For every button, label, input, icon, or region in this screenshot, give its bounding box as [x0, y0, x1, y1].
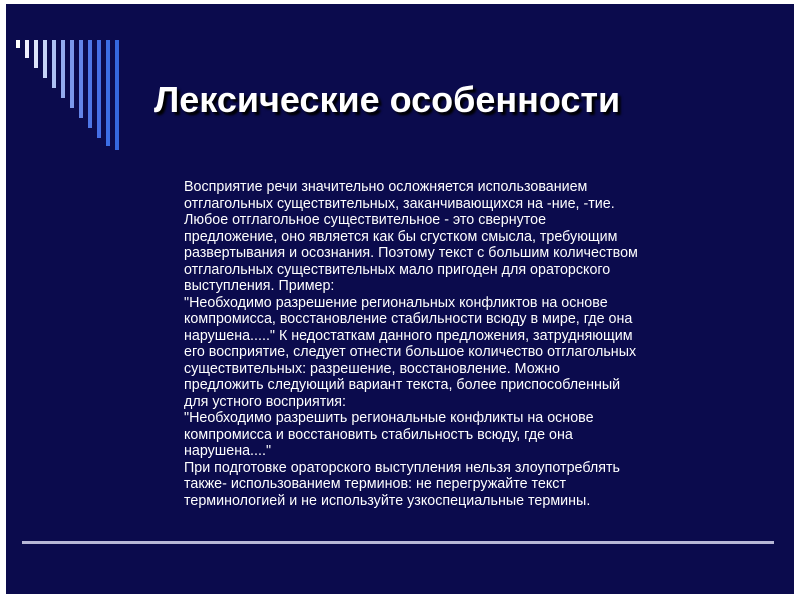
decorative-bar: [79, 40, 83, 118]
decorative-bar: [52, 40, 56, 88]
decorative-bar: [70, 40, 74, 108]
body-line: При подготовке ораторского выступления нельзя злоупотреблять: [184, 459, 620, 476]
slide-title: Лексические особенности: [154, 79, 621, 120]
body-line: терминологией и не используйте узкоспециальные термины.: [184, 492, 591, 509]
body-line: "Необходимо разрешение региональных конфликтов на основе: [184, 294, 608, 311]
body-line: существительных: разрешение, восстановление. Можно: [184, 360, 560, 377]
decorative-bar: [61, 40, 65, 98]
body-line: компромисса, восстановление стабильности всюду в мире, где она: [184, 311, 633, 327]
body-line: предложить следующий вариант текста, более приспособленный: [184, 377, 621, 393]
body-line: предложение, оно является как бы сгустком смысла, требующим: [184, 228, 618, 245]
body-line: Любое отглагольное существительное - это свернутое: [184, 212, 547, 228]
body-line: его восприятие, следует отнести большое количество отглагольных: [184, 344, 637, 360]
body-line: для устного восприятия:: [184, 393, 346, 410]
body-line: отглагольных существительных мало пригоден для ораторского: [184, 261, 611, 278]
decorative-bar: [34, 40, 38, 68]
body-line: выступления. Пример:: [184, 278, 335, 294]
body-line: нарушена....": [184, 443, 272, 459]
decorative-bar: [115, 40, 119, 150]
body-line: развертывания и осознания. Поэтому текст с большим количеством: [184, 245, 638, 261]
slide: [6, 4, 794, 594]
decorative-bar: [25, 40, 29, 58]
decorative-bar: [16, 40, 20, 48]
body-line: нарушена....." К недостаткам данного предложения, затрудняющим: [184, 327, 633, 344]
body-line: отглагольных существительных, заканчивающихся на -ние, -тие.: [184, 195, 615, 212]
slide-body-text: [184, 179, 774, 509]
decorative-bar: [88, 40, 92, 128]
decorative-bar: [106, 40, 110, 146]
decorative-bar: [97, 40, 101, 138]
decorative-bars: [6, 4, 146, 154]
decorative-bar: [43, 40, 47, 78]
body-line: компромисса и восстановить стабильностъ всюду, где она: [184, 426, 573, 443]
body-line: также- использованием терминов: не перегружайте текст: [184, 476, 566, 492]
body-line: Восприятие речи значительно осложняется использованием: [184, 179, 588, 195]
bottom-divider: [22, 541, 774, 544]
body-line: "Необходимо разрешить региональные конфликты на основе: [184, 410, 594, 426]
